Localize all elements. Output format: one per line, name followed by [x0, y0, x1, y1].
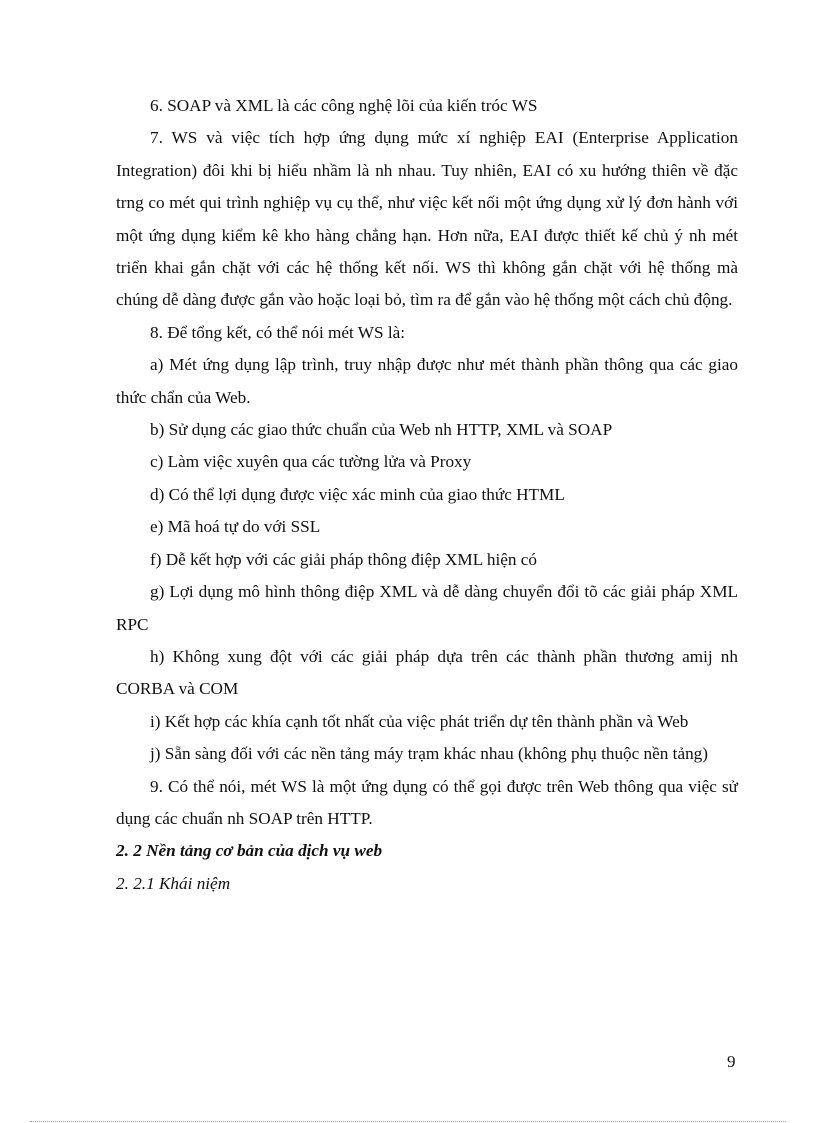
page-content [116, 90, 738, 900]
list-item-a: a) Mét ứng dụng lập trình, truy nhập được như mét thành phần thông qua các giao thức chẩn của Web. [116, 355, 738, 407]
section-heading: 2. 2 Nền tảng cơ bản của dịch vụ web [116, 841, 383, 861]
list-item-g: g) Lợi dụng mô hình thông điệp XML và dễ dàng chuyển đổi tõ các giải pháp XML RPC [116, 582, 738, 634]
list-item-e: e) Mã hoá tự do với SSL [150, 517, 321, 537]
list-item-b: b) Sử dụng các giao thức chuẩn của Web nh HTTP, XML và SOAP [150, 420, 613, 440]
list-item-c: c) Làm việc xuyên qua các tường lửa và Proxy [150, 452, 472, 472]
list-item-f: f) Dễ kết hợp với các giải pháp thông điệp XML hiện có [150, 549, 537, 569]
page-number: 9 [727, 1052, 736, 1071]
list-item-j: j) Sẵn sàng đối với các nền tảng máy trạm khác nhau (không phụ thuộc nền tảng) [150, 744, 708, 764]
paragraph-6: 6. SOAP và XML là các công nghệ lõi của kiến tróc WS [150, 96, 538, 115]
subsection-heading: 2. 2.1 Khái niệm [116, 873, 231, 893]
list-item-d: d) Có thể lợi dụng được việc xác minh của giao thức HTML [150, 484, 565, 504]
list-item-i: i) Kết hợp các khía cạnh tốt nhất của việc phát triển dự tên thành phần và Web [150, 711, 689, 731]
paragraph-9: 9. Có thể nói, mét WS là một ứng dụng có thể gọi được trên Web thông qua việc sử dụng các chuẩn nh SOAP trên HTTP. [116, 776, 738, 828]
list-item-h: h) Không xung đột với các giải pháp dựa trên các thành phần thương amij nh CORBA và COM [116, 646, 738, 699]
paragraph-8: 8. Để tổng kết, có thể nói mét WS là: [150, 322, 406, 342]
paragraph-7: 7. WS và việc tích hợp ứng dụng mức xí nghiệp EAI (Enterprise Application Integration) đôi khi bị hiểu nhầm là nh nhau. Tuy nhiên, EAI có xu hướng thiên về đặc trng co mét qui trình nghiệp vụ cụ thể, như việc kết nối một ứng dụng xử lý đơn hành với một ứng dụng kiểm kê kho hàng chẳng hạn. Hơn nữa, EAI được thiết kế chủ ý nh mét triển khai gắn chặt với các hệ thống kết nối. WS thì không gắn chặt với hệ thống mà chúng dễ dàng được gắn vào hoặc loại bỏ, tìm ra để gắn vào hệ thống một cách chủ động. [116, 128, 738, 310]
footer-divider [30, 1121, 786, 1122]
